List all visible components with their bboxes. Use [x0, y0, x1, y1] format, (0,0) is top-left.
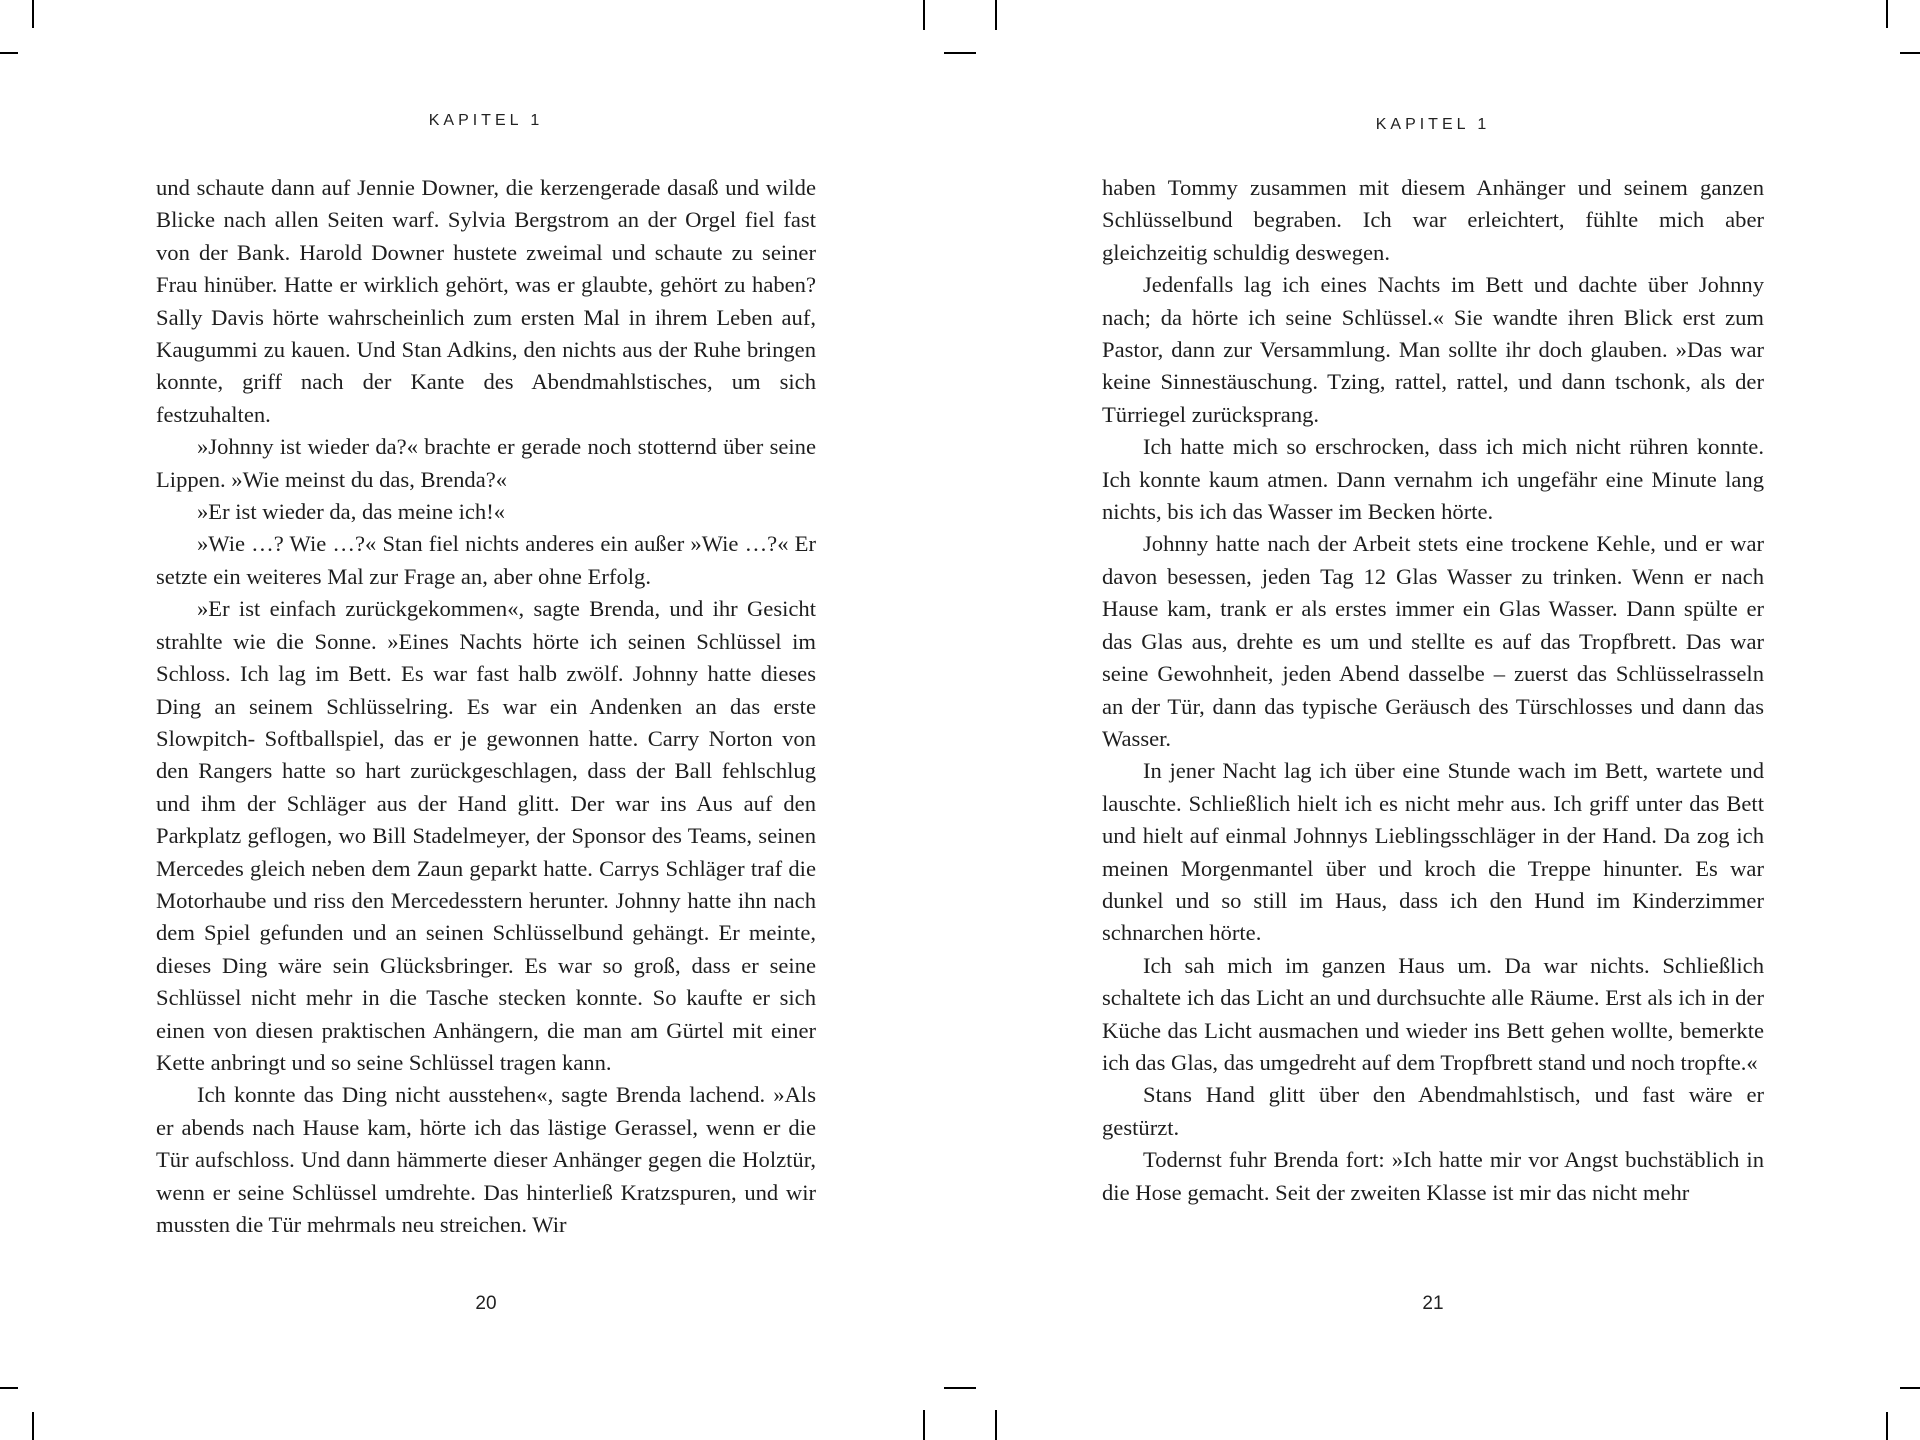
left-page-body: [156, 172, 816, 1241]
page-number: 21: [1422, 1293, 1444, 1314]
crop-mark: [0, 52, 18, 54]
right-page-body: [1102, 172, 1764, 1209]
crop-mark: [944, 1387, 976, 1389]
paragraph: Ich sah mich im ganzen Haus um. Da war nichts. Schließlich schaltete ich das Licht an und durchsuchte alle Räume. Erst als ich in der Küche das Licht ausmachen und wieder ins Bett gehen wollte, bemerkte ich das Glas, das umgedreht auf dem Tropfbrett stand und noch tropfte.«: [1102, 952, 1764, 1075]
crop-mark: [1886, 0, 1888, 28]
paragraph: »Wie …? Wie …?« Stan fiel nichts anderes ein außer »Wie …?« Er setzte ein weiteres Mal zur Frage an, aber ohne Erfolg.: [156, 531, 816, 589]
paragraph: Ich hatte mich so erschrocken, dass ich mich nicht rühren konnte. Ich konnte kaum atmen. Dann vernahm ich ungefähr eine Minute lang nichts, bis ich das Wasser im Becken hörte.: [1102, 434, 1764, 525]
left-page: [156, 0, 816, 1440]
crop-mark: [923, 0, 925, 30]
crop-mark: [995, 1410, 997, 1440]
paragraph: haben Tommy zusammen mit diesem Anhänger und seinem ganzen Schlüsselbund begraben. Ich war erleichtert, fühlte mich aber gleichzeitig schuldig deswegen.: [1102, 175, 1764, 265]
right-page: [1102, 0, 1764, 1440]
crop-mark: [995, 0, 997, 30]
paragraph: Jedenfalls lag ich eines Nachts im Bett und dachte über Johnny nach; da hörte ich seine Schlüssel.« Sie wandte ihren Blick erst zum Pastor, dann zur Versammlung. Man sollte ihr doch glauben. »Das war keine Sinnestäuschung. Tzing, rattel, rattel, und dann tschonk, als der Türriegel zurücksprang.: [1102, 272, 1764, 427]
paragraph: und schaute dann auf Jennie Downer, die kerzengerade dasaß und wilde Blicke nach allen Seiten warf. Sylvia Bergstrom an der Orgel fiel fast von der Bank. Harold Downer hustete zweimal und schaute zu seiner Frau hinüber. Hatte er wirklich gehört, was er glaubte, gehört zu haben? Sally Davis hörte wahrscheinlich zum ersten Mal in ihrem Leben auf, Kaugummi zu kauen. Und Stan Adkins, den nichts aus der Ruhe bringen konnte, griff nach der Kante des Abendmahlstisches, um sich festzuhalten.: [156, 175, 816, 427]
page-number: 20: [475, 1293, 497, 1314]
paragraph: Ich konnte das Ding nicht ausstehen«, sagte Brenda lachend. »Als er abends nach Hause kam, hörte ich das lästige Gerassel, wenn er die Tür aufschloss. Und dann hämmerte dieser Anhänger gegen die Holztür, wenn er seine Schlüssel umdrehte. Das hinterließ Kratzspuren, und wir mussten die Tür mehrmals neu streichen. Wir: [156, 1082, 816, 1237]
running-header: KAPITEL 1: [428, 112, 544, 129]
crop-mark: [0, 1387, 18, 1389]
paragraph: Stans Hand glitt über den Abendmahlstisch, und fast wäre er gestürzt.: [1102, 1082, 1764, 1140]
crop-mark: [1900, 52, 1920, 54]
crop-mark: [1886, 1412, 1888, 1440]
paragraph: In jener Nacht lag ich über eine Stunde wach im Bett, wartete und lauschte. Schließlich hielt ich es nicht mehr aus. Ich griff unter das Bett und hielt auf einmal Johnnys Lieblingsschläger in der Hand. Da zog ich meinen Morgenmantel über und kroch die Treppe hinunter. Es war dunkel und so still im Haus, dass ich den Hund im Kinderzimmer schnarchen hörte.: [1102, 758, 1764, 946]
crop-mark: [32, 0, 34, 28]
crop-mark: [944, 52, 976, 54]
paragraph: »Er ist einfach zurückgekommen«, sagte Brenda, und ihr Gesicht strahlte wie die Sonne. »Eines Nachts hörte ich seinen Schlüssel im Schloss. Ich lag im Bett. Es war fast halb zwölf. Johnny hatte dieses Ding an seinem Schlüsselring. Es war ein Andenken an das erste Slowpitch- Softballspiel, das er je gewonnen hatte. Carry Norton von den Rangers hatte so hart zurückgeschlagen, dass der Ball fehlschlug und ihm der Schläger aus der Hand glitt. Der war ins Aus auf den Parkplatz geflogen, wo Bill Stadelmeyer, der Sponsor des Teams, seinen Mercedes gleich neben dem Zaun geparkt hatte. Carrys Schläger traf die Motorhaube und riss den Mercedesstern herunter. Johnny hatte ihn nach dem Spiel gefunden und an seinen Schlüsselbund gehängt. Er meinte, dieses Ding wäre sein Glücksbringer. Es war so groß, dass er seine Schlüssel nicht mehr in die Tasche stecken konnte. So kaufte er sich einen von diesen praktischen Anhängern, die man am Gürtel mit einer Kette anbringt und so seine Schlüssel tragen kann.: [156, 596, 816, 1075]
paragraph: Johnny hatte nach der Arbeit stets eine trockene Kehle, und er war davon besessen, jeden Tag 12 Glas Wasser zu trinken. Wenn er nach Hause kam, trank er als erstes immer ein Glas Wasser. Dann spülte er das Glas aus, drehte es um und stellte es auf das Tropfbrett. Das war seine Gewohnheit, jeden Abend dasselbe – zuerst das Schlüsselrasseln an der Tür, dann das typische Geräusch des Türschlosses und dann das Wasser.: [1102, 531, 1764, 751]
paragraph: »Johnny ist wieder da?« brachte er gerade noch stotternd über seine Lippen. »Wie meinst du das, Brenda?«: [156, 434, 816, 492]
paragraph: »Er ist wieder da, das meine ich!«: [197, 499, 506, 525]
crop-mark: [1900, 1387, 1920, 1389]
running-header: KAPITEL 1: [1375, 116, 1491, 133]
crop-mark: [32, 1412, 34, 1440]
crop-mark: [923, 1410, 925, 1440]
paragraph: Todernst fuhr Brenda fort: »Ich hatte mir vor Angst buchstäblich in die Hose gemacht. Seit der zweiten Klasse ist mir das nicht mehr: [1102, 1147, 1764, 1205]
